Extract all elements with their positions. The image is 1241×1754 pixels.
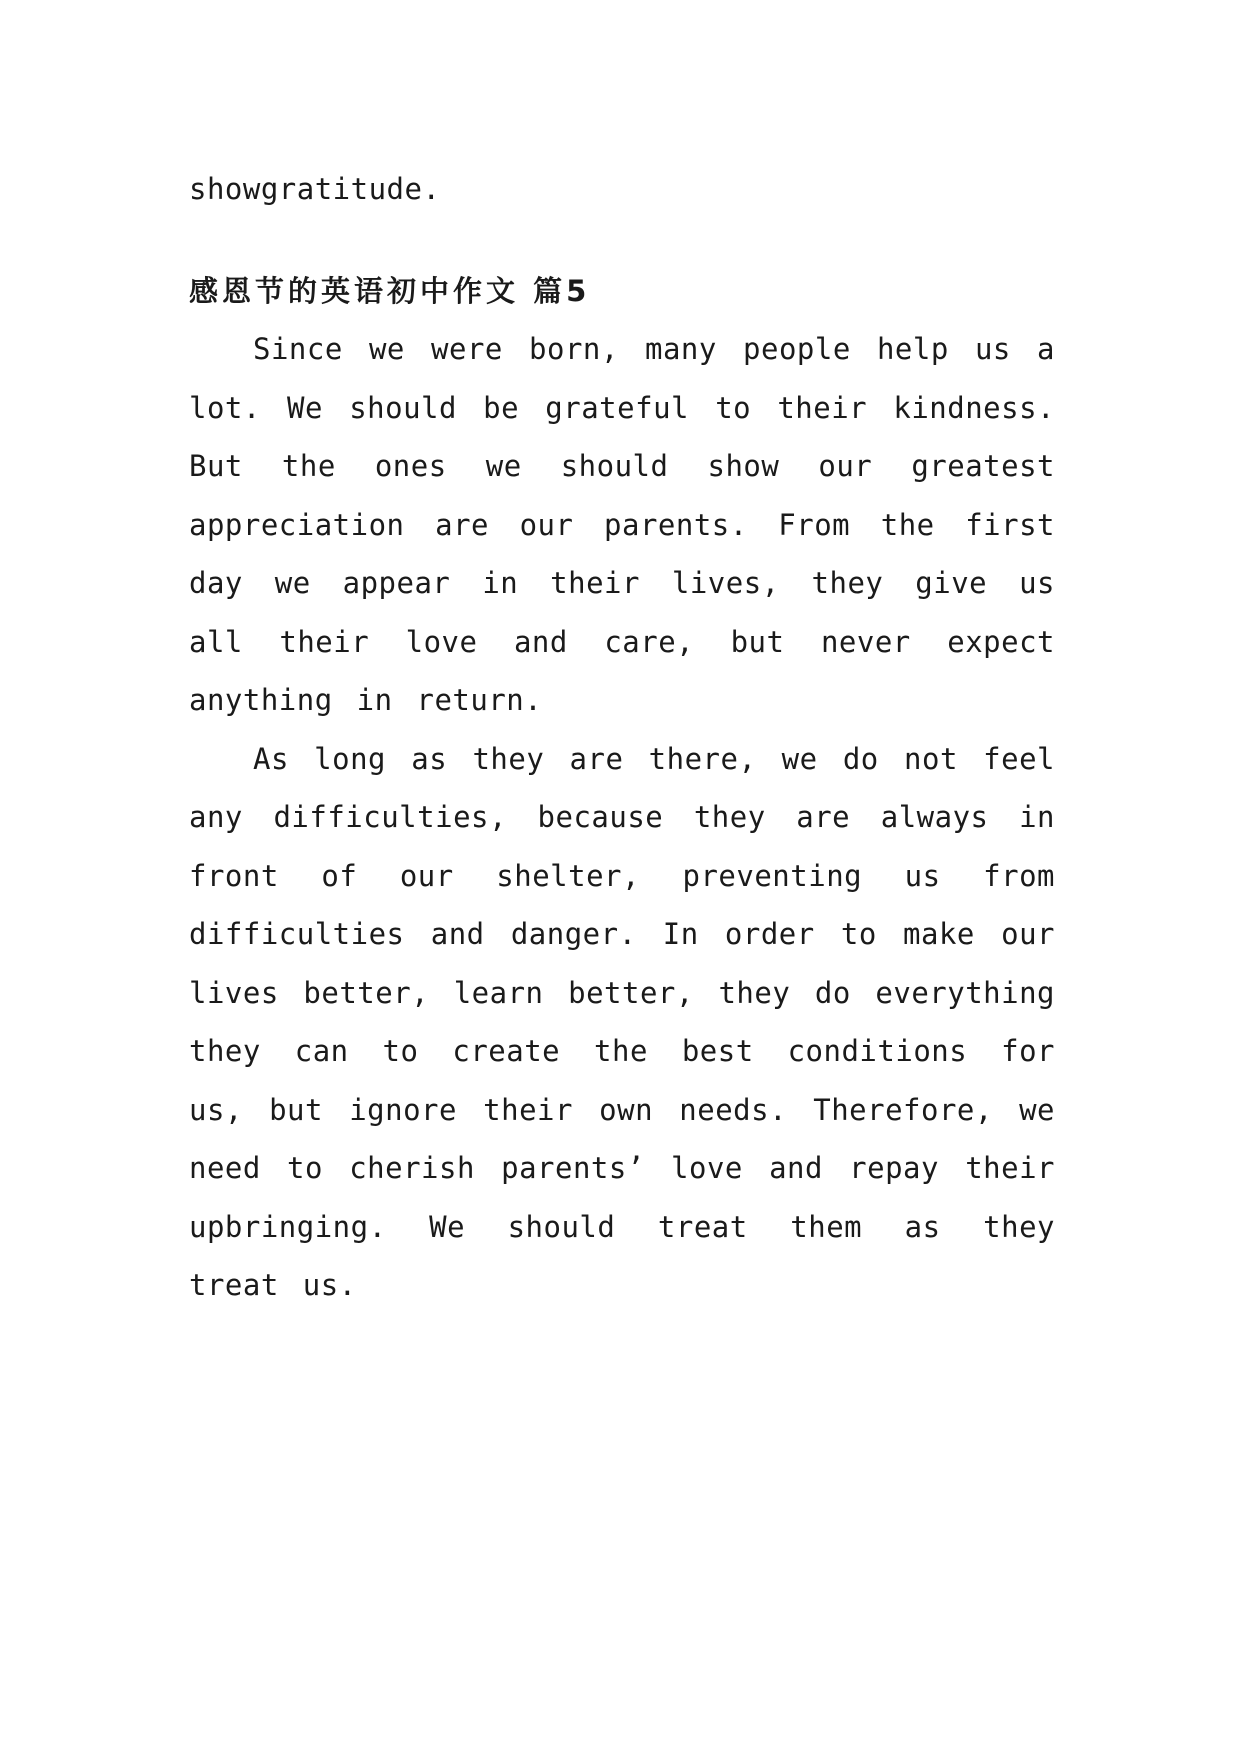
essay-paragraph-1: Since we were born, many people help us a lot. We should be grateful to their kindness. But the ones we should show our greatest appreciation are our parents. From the first day we appear in their lives, they give us all their love and care, but never expect anything in return. (189, 332, 1055, 717)
essay-paragraph-2: As long as they are there, we do not feel any difficulties, because they are always in front of our shelter, preventing us from difficulties and danger. In order to make our lives better, learn better, they do everything they can to create the best conditions for us, but ignore their own needs. Therefore, we need to cherish parents’ love and repay their upbringing. We should treat them as they treat us. (189, 741, 1055, 1302)
continuation-text: showgratitude. (189, 172, 441, 206)
document-page (189, 160, 1055, 1315)
section-heading: 感恩节的英语初中作文 篇5 (189, 274, 591, 308)
